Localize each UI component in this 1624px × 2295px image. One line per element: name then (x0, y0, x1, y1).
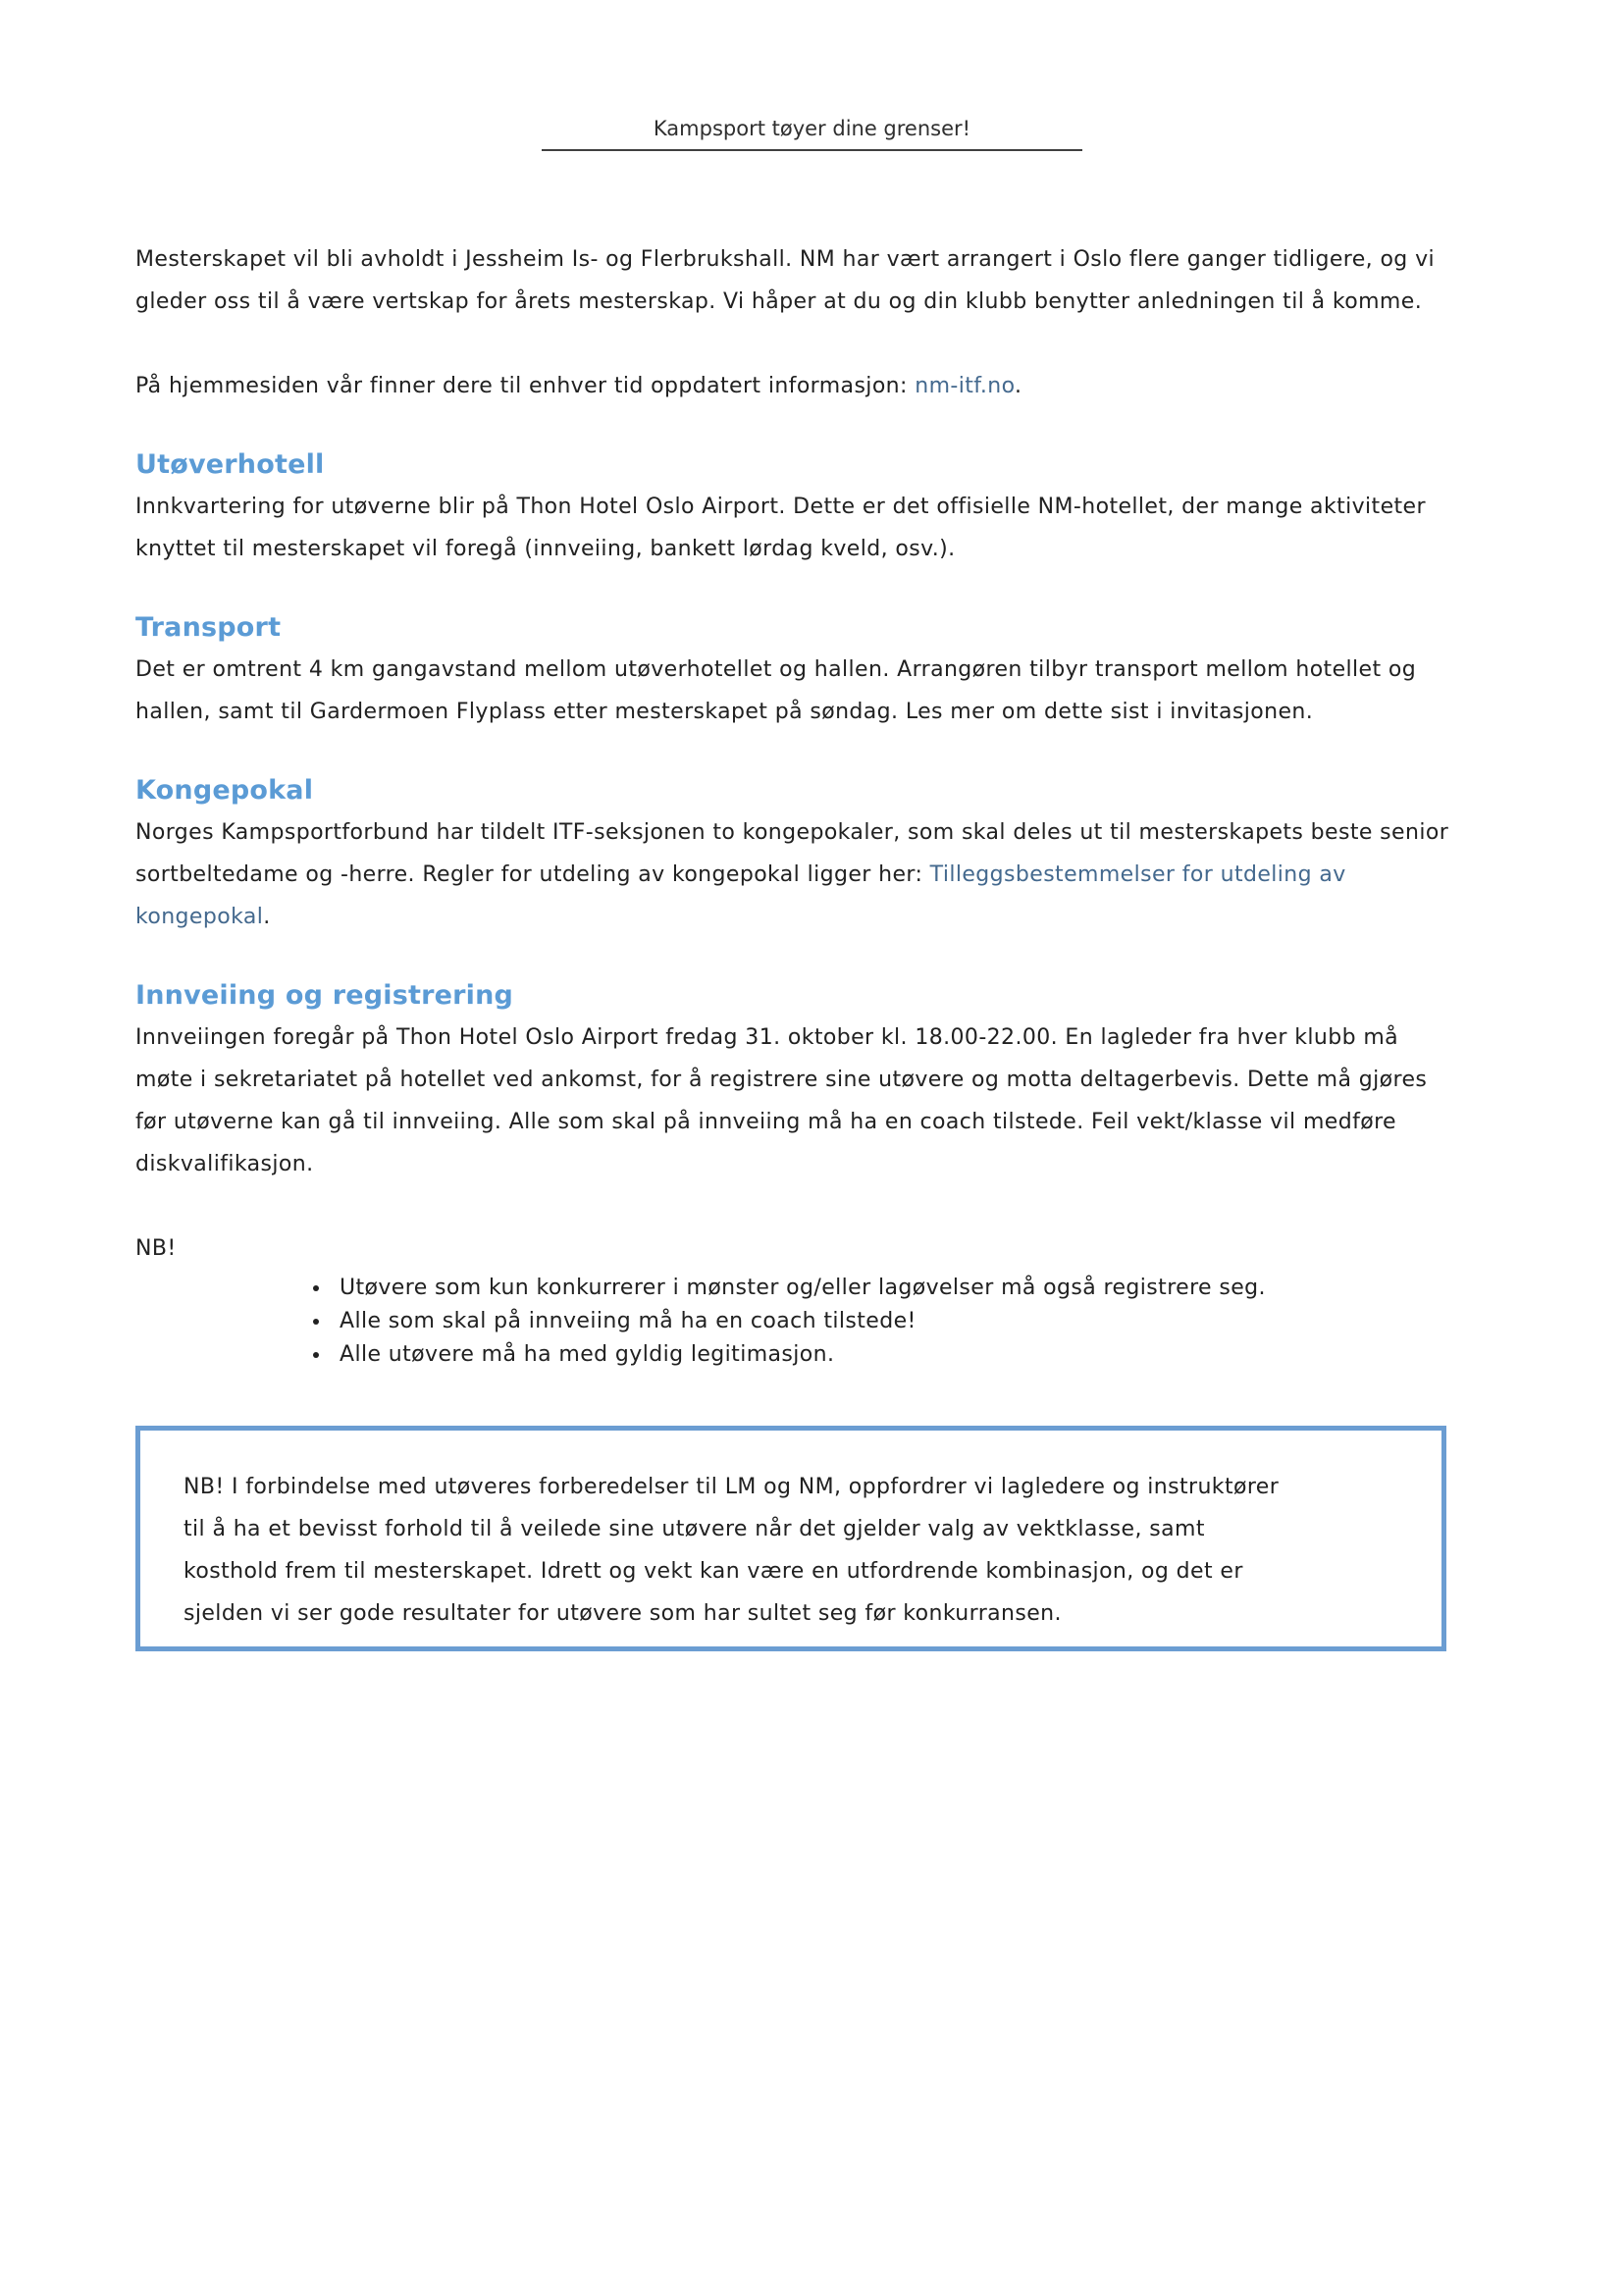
paragraph (135, 365, 1450, 407)
notice-box-text: NB! I forbindelse med utøveres forberedelser til LM og NM, oppfordrer vi lagledere og instruktører til å ha et bevisst forhold til å veilede sine utøvere når det gjelder valg av vektklasse, samt kosthold frem til mesterskapet. Idrett og vekt kan være en utfordrende kombinasjon, og det er sjelden vi ser gode resultater for utøvere som har sultet seg før konkurransen. (183, 1475, 1280, 1626)
list-item: • Utøvere som kun konkurrerer i mønster og/eller lagøvelser må også registrere seg. (332, 1272, 1450, 1305)
paragraph (135, 238, 1450, 323)
nm-itf-link[interactable]: nm-itf.no (915, 374, 1016, 398)
text-run: . (263, 905, 271, 929)
section-heading-kongepokal: Kongepokal (135, 775, 314, 806)
text-run: Mesterskapet vil bli avholdt i Jessheim Is- og Flerbrukshall. NM har vært arrangert i Oslo flere ganger tidligere, og vi gleder oss til å være vertskap for årets mesterskap. Vi håper at du og din klubb benytter anledningen til å komme. (135, 247, 1435, 314)
text-run: Det er omtrent 4 km gangavstand mellom utøverhotellet og hallen. Arrangøren tilbyr transport mellom hotellet og hallen, samt til Gardermoen Flyplass etter mesterskapet på søndag. Les mer om dette sist i invitasjonen. (135, 657, 1417, 724)
nb-label: NB! (135, 1236, 177, 1261)
section-utoverhotell (135, 449, 1450, 570)
paragraph (135, 1017, 1450, 1185)
paragraph (135, 486, 1450, 570)
section-heading-utoverhotell: Utøverhotell (135, 449, 325, 480)
section-transport (135, 612, 1450, 733)
section-kongepokal (135, 775, 1450, 938)
text-run: Norges Kampsportforbund har tildelt ITF-seksjonen to kongepokaler, som skal deles ut til mesterskapets beste senior sortbeltedame og -herre. Regler for utdeling av kongepokal ligger her: (135, 820, 1449, 887)
kongepokal-regler-link[interactable]: Tilleggsbestemmelser for utdeling av kongepokal (135, 862, 1346, 929)
text-run: På hjemmesiden vår finner dere til enhver tid oppdatert informasjon: (135, 374, 916, 398)
document-header (0, 116, 1624, 151)
section-innveiing (135, 980, 1450, 1185)
text-run: . (1015, 374, 1022, 398)
sections (135, 238, 1450, 1185)
notice-box (135, 1426, 1446, 1651)
text-run: Innkvartering for utøverne blir på Thon Hotel Oslo Airport. Dette er det offisielle NM-hotellet, der mange aktiviteter knyttet til mesterskapet vil foregå (innveiing, bankett lørdag kveld, osv.). (135, 495, 1426, 561)
list-item: • Alle utøvere må ha med gyldig legitimasjon. (332, 1338, 1450, 1372)
text-run: Innveiingen foregår på Thon Hotel Oslo Airport fredag 31. oktober kl. 18.00-22.00. En lagleder fra hver klubb må møte i sekretariatet på hotellet ved ankomst, for å registrere sine utøvere og motta deltagerbevis. Dette må gjøres før utøverne kan gå til innveiing. Alle som skal på innveiing må ha en coach tilstede. Feil vekt/klasse vil medføre diskvalifikasjon. (135, 1025, 1428, 1176)
document-body (135, 238, 1450, 1651)
list-item: • Alle som skal på innveiing må ha en coach tilstede! (332, 1305, 1450, 1338)
paragraph (135, 811, 1450, 938)
section-heading-transport: Transport (135, 612, 282, 643)
header-tagline: Kampsport tøyer dine grenser! (542, 116, 1082, 151)
section-heading-innveiing: Innveiing og registrering (135, 980, 514, 1011)
section-intro (135, 238, 1450, 407)
paragraph (135, 649, 1450, 733)
nb-note (135, 1227, 1450, 1372)
nb-bullet-list (135, 1272, 1450, 1372)
